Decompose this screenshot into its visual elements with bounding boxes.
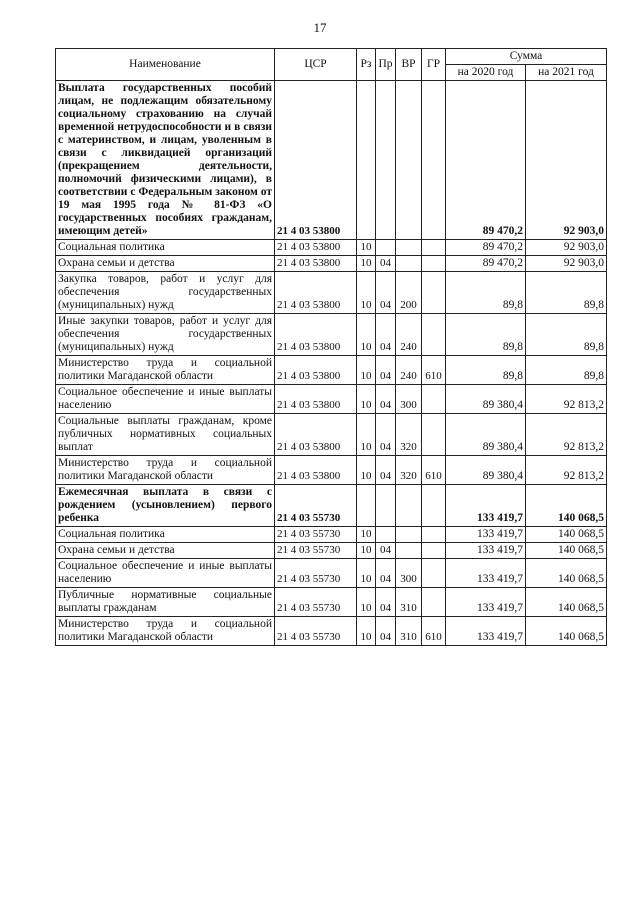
row-gr [422,527,446,543]
row-vr [396,527,422,543]
row-sum-2021: 92 813,2 [526,385,607,414]
table-header [56,49,607,81]
row-sum-2020: 133 419,7 [446,543,526,559]
row-sum-2021: 89,8 [526,356,607,385]
row-rz: 10 [357,314,376,356]
row-gr [422,588,446,617]
header-pr: Пр [376,49,396,81]
row-pr [376,240,396,256]
row-pr [376,485,396,527]
table-row [56,617,607,646]
row-name: Выплата государственных пособий лицам, не подлежащим обязательному социальному страхованию на случай временной нетрудоспособности и в связи с материнством, и лицам, уволенным в связи с ликвидацией организаций (прекращением деятельности, полномочий физическими лицами), в соответствии с Федеральным законом от 19 мая 1995 года № 81-ФЗ «О государственных пособиях гражданам, имеющим детей» [56,81,275,240]
row-rz [357,485,376,527]
row-vr [396,81,422,240]
row-rz: 10 [357,385,376,414]
row-pr: 04 [376,356,396,385]
row-rz: 10 [357,617,376,646]
row-vr: 240 [396,356,422,385]
header-year-2021: на 2021 год [526,65,607,81]
row-sum-2020: 89 470,2 [446,256,526,272]
row-name: Публичные нормативные социальные выплаты гражданам [56,588,275,617]
table-row [56,314,607,356]
row-gr [422,543,446,559]
table-row [56,256,607,272]
row-csr: 21 4 03 53800 [275,81,357,240]
row-csr: 21 4 03 53800 [275,456,357,485]
row-vr: 310 [396,588,422,617]
table-row [56,240,607,256]
row-rz: 10 [357,456,376,485]
table-row [56,356,607,385]
row-sum-2021: 89,8 [526,314,607,356]
row-name: Социальное обеспечение и иные выплаты населению [56,385,275,414]
row-sum-2021: 92 903,0 [526,81,607,240]
table-row [56,527,607,543]
row-gr [422,414,446,456]
header-csr: ЦСР [275,49,357,81]
row-gr [422,81,446,240]
row-sum-2021: 92 813,2 [526,456,607,485]
row-sum-2020: 89 470,2 [446,81,526,240]
table-body [56,81,607,646]
row-vr [396,240,422,256]
row-gr: 610 [422,617,446,646]
table-row [56,485,607,527]
row-csr: 21 4 03 53800 [275,356,357,385]
row-name: Ежемесячная выплата в связи с рождением (усыновлением) первого ребенка [56,485,275,527]
row-sum-2020: 89,8 [446,272,526,314]
row-pr: 04 [376,414,396,456]
row-gr [422,485,446,527]
row-pr [376,527,396,543]
row-csr: 21 4 03 55730 [275,543,357,559]
row-gr: 610 [422,356,446,385]
table-row [56,588,607,617]
row-sum-2021: 89,8 [526,272,607,314]
row-sum-2020: 133 419,7 [446,588,526,617]
row-vr: 310 [396,617,422,646]
row-pr: 04 [376,314,396,356]
budget-table [55,48,607,646]
row-rz: 10 [357,414,376,456]
row-pr: 04 [376,617,396,646]
row-name: Министерство труда и социальной политики Магаданской области [56,356,275,385]
header-vr: ВР [396,49,422,81]
page-number: 17 [313,20,327,35]
row-sum-2021: 140 068,5 [526,485,607,527]
row-csr: 21 4 03 53800 [275,272,357,314]
row-sum-2021: 92 903,0 [526,256,607,272]
row-vr: 240 [396,314,422,356]
row-sum-2020: 89,8 [446,356,526,385]
row-name: Закупка товаров, работ и услуг для обеспечения государственных (муниципальных) нужд [56,272,275,314]
row-csr: 21 4 03 55730 [275,588,357,617]
row-vr: 320 [396,456,422,485]
row-rz: 10 [357,256,376,272]
row-name: Социальные выплаты гражданам, кроме публичных нормативных социальных выплат [56,414,275,456]
row-vr: 320 [396,414,422,456]
row-rz: 10 [357,543,376,559]
row-name: Социальное обеспечение и иные выплаты населению [56,559,275,588]
row-csr: 21 4 03 53800 [275,414,357,456]
row-vr [396,485,422,527]
row-name: Министерство труда и социальной политики Магаданской области [56,617,275,646]
row-vr: 300 [396,559,422,588]
row-pr: 04 [376,543,396,559]
table-row [56,385,607,414]
row-gr [422,314,446,356]
row-sum-2020: 133 419,7 [446,485,526,527]
row-rz: 10 [357,240,376,256]
row-pr: 04 [376,588,396,617]
row-sum-2020: 133 419,7 [446,559,526,588]
header-gr: ГР [422,49,446,81]
row-gr: 610 [422,456,446,485]
row-gr [422,385,446,414]
row-gr [422,559,446,588]
row-rz: 10 [357,559,376,588]
row-rz: 10 [357,527,376,543]
row-name: Социальная политика [56,527,275,543]
row-sum-2021: 140 068,5 [526,527,607,543]
row-pr [376,81,396,240]
row-name: Социальная политика [56,240,275,256]
header-name: Наименование [56,49,275,81]
row-pr: 04 [376,456,396,485]
table-row [56,543,607,559]
row-rz: 10 [357,588,376,617]
row-name: Министерство труда и социальной политики Магаданской области [56,456,275,485]
row-sum-2020: 133 419,7 [446,617,526,646]
row-rz [357,81,376,240]
row-sum-2020: 89 380,4 [446,414,526,456]
row-sum-2021: 140 068,5 [526,588,607,617]
table-row [56,272,607,314]
row-name: Охрана семьи и детства [56,543,275,559]
row-name: Иные закупки товаров, работ и услуг для обеспечения государственных (муниципальных) нужд [56,314,275,356]
row-csr: 21 4 03 55730 [275,527,357,543]
row-sum-2020: 89,8 [446,314,526,356]
row-pr: 04 [376,272,396,314]
row-sum-2021: 140 068,5 [526,559,607,588]
row-csr: 21 4 03 53800 [275,314,357,356]
row-sum-2021: 140 068,5 [526,543,607,559]
row-csr: 21 4 03 53800 [275,240,357,256]
row-vr: 200 [396,272,422,314]
row-vr [396,256,422,272]
row-csr: 21 4 03 55730 [275,485,357,527]
row-sum-2021: 140 068,5 [526,617,607,646]
row-sum-2021: 92 903,0 [526,240,607,256]
row-gr [422,256,446,272]
row-csr: 21 4 03 55730 [275,617,357,646]
row-rz: 10 [357,356,376,385]
table-row [56,456,607,485]
row-pr: 04 [376,256,396,272]
row-name: Охрана семьи и детства [56,256,275,272]
row-csr: 21 4 03 55730 [275,559,357,588]
row-sum-2020: 133 419,7 [446,527,526,543]
row-csr: 21 4 03 53800 [275,385,357,414]
row-sum-2020: 89 380,4 [446,385,526,414]
header-rz: Рз [357,49,376,81]
table-row [56,559,607,588]
table-row [56,81,607,240]
header-sum: Сумма [446,49,607,65]
row-vr: 300 [396,385,422,414]
row-sum-2020: 89 380,4 [446,456,526,485]
row-gr [422,272,446,314]
row-pr: 04 [376,385,396,414]
row-gr [422,240,446,256]
row-rz: 10 [357,272,376,314]
header-year-2020: на 2020 год [446,65,526,81]
table-row [56,414,607,456]
row-sum-2020: 89 470,2 [446,240,526,256]
row-csr: 21 4 03 53800 [275,256,357,272]
row-vr [396,543,422,559]
row-sum-2021: 92 813,2 [526,414,607,456]
row-pr: 04 [376,559,396,588]
